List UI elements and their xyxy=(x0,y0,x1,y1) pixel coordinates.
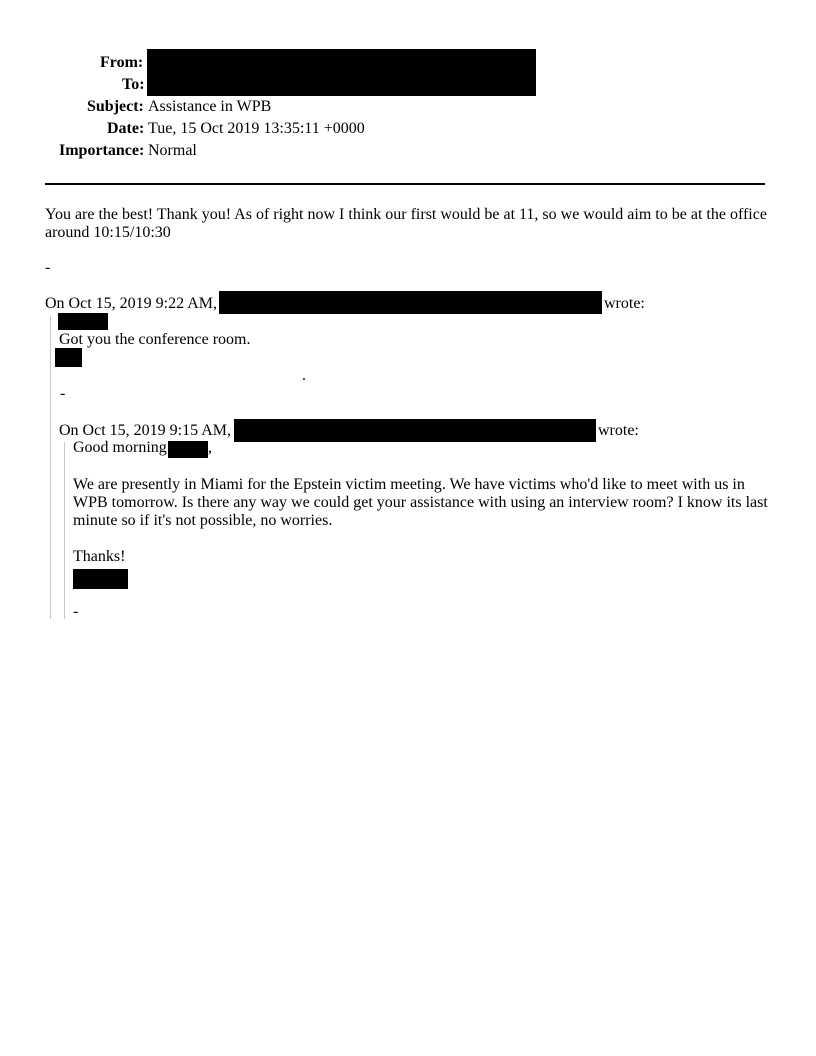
to-label: To: xyxy=(122,76,145,93)
quote1-bar xyxy=(50,316,51,619)
message-body: You are the best! Thank you! As of right now I think our first would be at 11, so we would aim to be at the office around 10:15/10:30 xyxy=(45,206,767,241)
quote1-signature-dash: - xyxy=(60,385,66,402)
importance-value: Normal xyxy=(148,142,197,159)
from-label: From: xyxy=(100,54,144,71)
importance-label: Importance: xyxy=(59,142,145,159)
quote2-body: We are presently in Miami for the Epstein victim meeting. We have victims who'd like to meet with us in WPB tomorrow. Is there any way we could get your assistance with using an interview room? I know its last minute so if it's not possible, no worries. xyxy=(73,476,768,529)
redacted-signature-1 xyxy=(55,348,82,367)
redacted-salutation-1 xyxy=(58,313,108,330)
quote2-intro-prefix: On Oct 15, 2019 9:15 AM, xyxy=(59,422,231,439)
subject-label: Subject: xyxy=(87,98,144,115)
date-value: Tue, 15 Oct 2019 13:35:11 +0000 xyxy=(148,120,365,137)
quote2-greeting-comma: , xyxy=(208,439,212,456)
quote1-intro-suffix: wrote: xyxy=(604,295,645,312)
redacted-signature-2 xyxy=(73,569,128,589)
quote2-greeting: Good morning xyxy=(73,439,167,456)
quote2-signature-dash: - xyxy=(73,603,79,620)
quote2-thanks: Thanks! xyxy=(73,548,126,565)
signature-dash: - xyxy=(45,259,51,276)
date-label: Date: xyxy=(107,120,145,137)
subject-value: Assistance in WPB xyxy=(148,98,272,115)
quote2-intro-suffix: wrote: xyxy=(598,422,639,439)
quote1-dot: . xyxy=(302,367,306,384)
redacted-sender-1 xyxy=(219,291,602,314)
redacted-sender-2 xyxy=(234,419,596,442)
quote1-text: Got you the conference room. xyxy=(59,331,251,348)
header-divider xyxy=(45,183,765,185)
quote2-bar xyxy=(64,442,65,619)
redacted-name-greeting xyxy=(168,441,208,458)
redacted-from-to xyxy=(147,49,536,96)
quote1-intro-prefix: On Oct 15, 2019 9:22 AM, xyxy=(45,295,217,312)
